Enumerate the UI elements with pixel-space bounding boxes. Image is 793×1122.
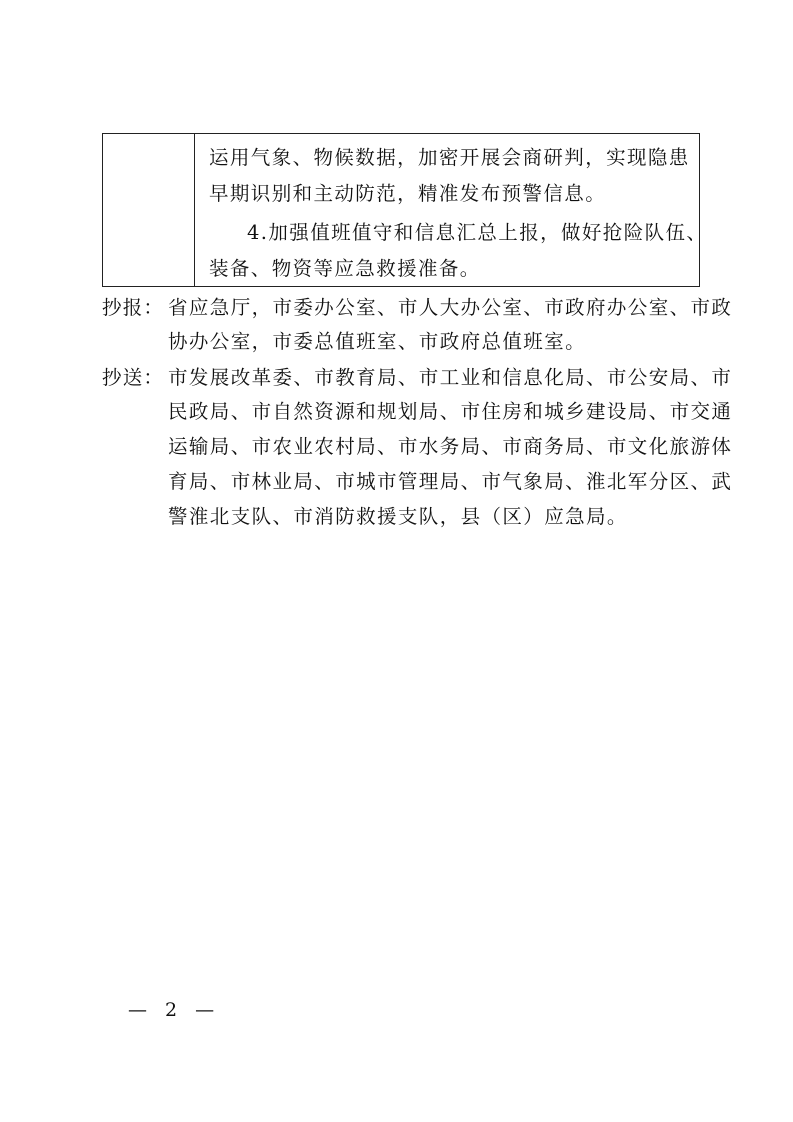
page-number: — 2 — (128, 999, 221, 1021)
cc-report-line: 省应急厅，市委办公室、市人大办公室、市政府办公室、市政 (168, 296, 733, 319)
measures-table (102, 133, 708, 287)
cc-send-line: 警淮北支队、市消防救援支队，县（区）应急局。 (168, 505, 628, 528)
cc-send-line: 民政局、市自然资源和规划局、市住房和城乡建设局、市交通 (168, 400, 733, 423)
table-text-line: 早期识别和主动防范，精准发布预警信息。 (209, 182, 607, 205)
table-text-line: 运用气象、物候数据，加密开展会商研判，实现隐患 (209, 146, 690, 169)
table-text-line: 装备、物资等应急救援准备。 (209, 257, 481, 280)
cc-send-line: 育局、市林业局、市城市管理局、市气象局、淮北军分区、武 (168, 470, 733, 493)
cc-report-line: 协办公室，市委总值班室、市政府总值班室。 (168, 330, 587, 353)
cc-send-label: 抄送： (102, 366, 165, 389)
table-text-line: 4.加强值班值守和信息汇总上报，做好抢险队伍、 (247, 221, 708, 244)
cc-send-line: 运输局、市农业农村局、市水务局、市商务局、市文化旅游体 (168, 435, 733, 458)
table-right-cell (195, 134, 708, 286)
table-left-cell (103, 134, 195, 286)
cc-report-label: 抄报： (102, 296, 165, 319)
cc-send-line: 市发展改革委、市教育局、市工业和信息化局、市公安局、市 (168, 366, 733, 389)
